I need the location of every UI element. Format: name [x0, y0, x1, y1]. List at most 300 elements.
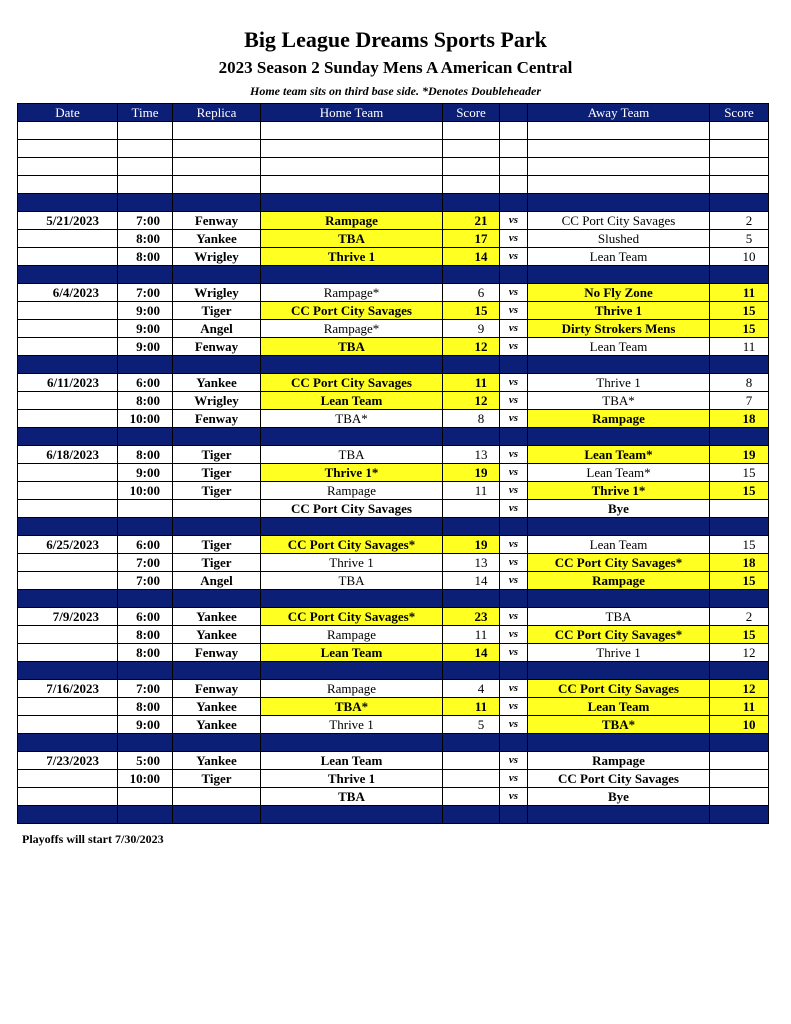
away-team: CC Port City Savages	[528, 770, 710, 788]
home-score: 13	[443, 446, 500, 464]
game-time: 10:00	[118, 770, 173, 788]
vs-label: vs	[500, 554, 528, 572]
away-team: Lean Team*	[528, 446, 710, 464]
vs-label: vs	[500, 464, 528, 482]
game-row	[18, 608, 769, 626]
vs-label: vs	[500, 284, 528, 302]
game-row	[18, 410, 769, 428]
game-date: 7/9/2023	[18, 608, 118, 626]
separator-cell	[528, 662, 710, 680]
separator-cell	[118, 356, 173, 374]
game-date: 5/21/2023	[18, 212, 118, 230]
game-row	[18, 392, 769, 410]
home-team: Rampage*	[261, 320, 443, 338]
separator-cell	[500, 518, 528, 536]
home-score: 5	[443, 716, 500, 734]
separator-cell	[18, 518, 118, 536]
game-row	[18, 554, 769, 572]
away-team: Thrive 1	[528, 302, 710, 320]
away-team: Thrive 1	[528, 374, 710, 392]
away-team: Slushed	[528, 230, 710, 248]
separator-cell	[500, 734, 528, 752]
home-score	[443, 788, 500, 806]
game-row	[18, 752, 769, 770]
game-time: 9:00	[118, 338, 173, 356]
blank-cell	[443, 158, 500, 176]
vs-label: vs	[500, 500, 528, 518]
blank-cell	[710, 122, 769, 140]
game-row	[18, 500, 769, 518]
separator-cell	[500, 356, 528, 374]
away-team: Thrive 1*	[528, 482, 710, 500]
week-separator-row	[18, 356, 769, 374]
game-time: 8:00	[118, 626, 173, 644]
away-score: 11	[710, 698, 769, 716]
page-note: Home team sits on third base side. *Denotes Doubleheader	[250, 84, 541, 98]
vs-label: vs	[500, 770, 528, 788]
separator-cell	[261, 194, 443, 212]
blank-cell	[118, 176, 173, 194]
game-date: 6/18/2023	[18, 446, 118, 464]
game-date	[18, 644, 118, 662]
field-replica: Fenway	[173, 212, 261, 230]
game-row	[18, 482, 769, 500]
field-replica	[173, 500, 261, 518]
game-row	[18, 698, 769, 716]
field-replica: Tiger	[173, 482, 261, 500]
away-score	[710, 788, 769, 806]
away-team: Lean Team*	[528, 464, 710, 482]
away-score	[710, 770, 769, 788]
separator-cell	[173, 518, 261, 536]
away-team: TBA*	[528, 392, 710, 410]
field-replica: Yankee	[173, 230, 261, 248]
week-separator-row	[18, 806, 769, 824]
separator-cell	[528, 428, 710, 446]
game-date: 6/11/2023	[18, 374, 118, 392]
away-score: 19	[710, 446, 769, 464]
away-score: 15	[710, 626, 769, 644]
separator-cell	[173, 734, 261, 752]
separator-cell	[118, 662, 173, 680]
blank-cell	[710, 176, 769, 194]
away-score: 15	[710, 482, 769, 500]
home-team: TBA	[261, 572, 443, 590]
blank-cell	[18, 176, 118, 194]
blank-cell	[18, 158, 118, 176]
separator-cell	[118, 518, 173, 536]
home-team: CC Port City Savages	[261, 500, 443, 518]
separator-cell	[173, 662, 261, 680]
separator-cell	[443, 734, 500, 752]
separator-cell	[443, 806, 500, 824]
header-vs	[500, 104, 528, 122]
game-row	[18, 302, 769, 320]
separator-cell	[500, 806, 528, 824]
game-date: 6/4/2023	[18, 284, 118, 302]
vs-label: vs	[500, 536, 528, 554]
away-team: Lean Team	[528, 698, 710, 716]
separator-cell	[118, 734, 173, 752]
week-separator-row	[18, 662, 769, 680]
home-score: 17	[443, 230, 500, 248]
home-team: Lean Team	[261, 752, 443, 770]
field-replica: Tiger	[173, 446, 261, 464]
vs-label: vs	[500, 320, 528, 338]
game-date	[18, 320, 118, 338]
separator-cell	[500, 590, 528, 608]
home-score: 14	[443, 572, 500, 590]
game-row	[18, 464, 769, 482]
away-team: TBA	[528, 608, 710, 626]
home-score: 14	[443, 248, 500, 266]
game-date	[18, 626, 118, 644]
away-score: 2	[710, 608, 769, 626]
game-row	[18, 788, 769, 806]
game-time: 6:00	[118, 608, 173, 626]
away-team: No Fly Zone	[528, 284, 710, 302]
home-team: TBA	[261, 338, 443, 356]
separator-cell	[261, 662, 443, 680]
separator-cell	[118, 194, 173, 212]
vs-label: vs	[500, 482, 528, 500]
home-team: TBA	[261, 446, 443, 464]
separator-cell	[173, 590, 261, 608]
vs-label: vs	[500, 212, 528, 230]
separator-cell	[261, 806, 443, 824]
header-home-team: Home Team	[261, 104, 443, 122]
separator-cell	[710, 266, 769, 284]
separator-cell	[500, 662, 528, 680]
game-time: 10:00	[118, 482, 173, 500]
blank-cell	[118, 122, 173, 140]
separator-cell	[528, 194, 710, 212]
home-team: Thrive 1	[261, 770, 443, 788]
separator-cell	[18, 806, 118, 824]
separator-cell	[173, 806, 261, 824]
vs-label: vs	[500, 410, 528, 428]
blank-cell	[500, 122, 528, 140]
blank-cell	[261, 140, 443, 158]
away-score: 12	[710, 644, 769, 662]
vs-label: vs	[500, 788, 528, 806]
home-team: Rampage	[261, 212, 443, 230]
game-date	[18, 482, 118, 500]
away-team: Bye	[528, 500, 710, 518]
separator-cell	[443, 428, 500, 446]
separator-cell	[261, 356, 443, 374]
game-time: 8:00	[118, 446, 173, 464]
separator-cell	[173, 356, 261, 374]
home-score: 15	[443, 302, 500, 320]
footer-note: Playoffs will start 7/30/2023	[22, 832, 164, 846]
separator-cell	[528, 806, 710, 824]
away-team: CC Port City Savages*	[528, 554, 710, 572]
game-time: 8:00	[118, 644, 173, 662]
game-row	[18, 716, 769, 734]
away-team: CC Port City Savages	[528, 212, 710, 230]
game-time: 6:00	[118, 536, 173, 554]
blank-cell	[443, 122, 500, 140]
separator-cell	[528, 266, 710, 284]
game-row	[18, 644, 769, 662]
field-replica: Angel	[173, 572, 261, 590]
separator-cell	[18, 590, 118, 608]
separator-cell	[18, 428, 118, 446]
game-row	[18, 572, 769, 590]
away-score: 15	[710, 572, 769, 590]
field-replica: Yankee	[173, 716, 261, 734]
game-time	[118, 788, 173, 806]
field-replica: Tiger	[173, 536, 261, 554]
away-team: TBA*	[528, 716, 710, 734]
away-score: 10	[710, 716, 769, 734]
game-date	[18, 230, 118, 248]
home-score: 12	[443, 338, 500, 356]
page-subtitle: 2023 Season 2 Sunday Mens A American Central	[218, 58, 573, 77]
separator-cell	[18, 356, 118, 374]
away-team: Bye	[528, 788, 710, 806]
home-team: CC Port City Savages*	[261, 536, 443, 554]
game-date	[18, 572, 118, 590]
field-replica: Fenway	[173, 680, 261, 698]
game-date	[18, 302, 118, 320]
field-replica: Tiger	[173, 302, 261, 320]
away-team: Rampage	[528, 572, 710, 590]
game-time: 9:00	[118, 302, 173, 320]
blank-cell	[710, 158, 769, 176]
game-time: 9:00	[118, 464, 173, 482]
blank-cell	[173, 158, 261, 176]
game-row	[18, 212, 769, 230]
game-date	[18, 392, 118, 410]
schedule-table	[17, 103, 769, 824]
game-date	[18, 716, 118, 734]
separator-cell	[261, 734, 443, 752]
separator-cell	[173, 266, 261, 284]
home-score: 4	[443, 680, 500, 698]
home-score: 13	[443, 554, 500, 572]
home-team: TBA*	[261, 698, 443, 716]
separator-cell	[710, 428, 769, 446]
home-score: 11	[443, 626, 500, 644]
game-date: 7/16/2023	[18, 680, 118, 698]
home-score: 21	[443, 212, 500, 230]
field-replica: Fenway	[173, 410, 261, 428]
separator-cell	[710, 194, 769, 212]
away-team: Lean Team	[528, 338, 710, 356]
home-team: Thrive 1	[261, 716, 443, 734]
game-time: 7:00	[118, 680, 173, 698]
header-away-score: Score	[710, 104, 769, 122]
field-replica: Yankee	[173, 626, 261, 644]
vs-label: vs	[500, 626, 528, 644]
game-date	[18, 554, 118, 572]
header-home-score: Score	[443, 104, 500, 122]
field-replica: Fenway	[173, 338, 261, 356]
home-team: TBA	[261, 230, 443, 248]
away-team: CC Port City Savages	[528, 680, 710, 698]
game-date	[18, 788, 118, 806]
game-row	[18, 338, 769, 356]
separator-cell	[261, 590, 443, 608]
blank-cell	[528, 176, 710, 194]
game-time: 6:00	[118, 374, 173, 392]
field-replica: Angel	[173, 320, 261, 338]
blank-row	[18, 140, 769, 158]
home-score	[443, 770, 500, 788]
away-score: 15	[710, 320, 769, 338]
blank-cell	[261, 158, 443, 176]
vs-label: vs	[500, 752, 528, 770]
home-score: 11	[443, 698, 500, 716]
blank-cell	[173, 122, 261, 140]
away-score: 18	[710, 410, 769, 428]
blank-cell	[500, 158, 528, 176]
separator-cell	[710, 590, 769, 608]
blank-cell	[173, 140, 261, 158]
home-team: TBA	[261, 788, 443, 806]
blank-row	[18, 122, 769, 140]
blank-cell	[18, 140, 118, 158]
game-date	[18, 410, 118, 428]
field-replica	[173, 788, 261, 806]
away-score: 5	[710, 230, 769, 248]
field-replica: Yankee	[173, 374, 261, 392]
home-team: CC Port City Savages*	[261, 608, 443, 626]
blank-cell	[500, 140, 528, 158]
game-date	[18, 248, 118, 266]
separator-cell	[710, 734, 769, 752]
vs-label: vs	[500, 698, 528, 716]
game-time: 7:00	[118, 284, 173, 302]
blank-cell	[261, 176, 443, 194]
home-team: Rampage	[261, 626, 443, 644]
away-team: CC Port City Savages*	[528, 626, 710, 644]
vs-label: vs	[500, 644, 528, 662]
separator-cell	[261, 518, 443, 536]
game-date	[18, 500, 118, 518]
separator-cell	[443, 518, 500, 536]
blank-cell	[173, 176, 261, 194]
away-team: Dirty Strokers Mens	[528, 320, 710, 338]
away-score: 18	[710, 554, 769, 572]
home-team: Lean Team	[261, 644, 443, 662]
home-score: 6	[443, 284, 500, 302]
separator-cell	[443, 662, 500, 680]
away-score: 7	[710, 392, 769, 410]
game-time: 7:00	[118, 554, 173, 572]
game-time: 7:00	[118, 212, 173, 230]
separator-cell	[528, 356, 710, 374]
game-date	[18, 770, 118, 788]
separator-cell	[528, 590, 710, 608]
vs-label: vs	[500, 608, 528, 626]
home-team: Rampage*	[261, 284, 443, 302]
game-date	[18, 338, 118, 356]
game-row	[18, 320, 769, 338]
blank-cell	[18, 122, 118, 140]
field-replica: Tiger	[173, 554, 261, 572]
away-score	[710, 752, 769, 770]
away-score: 15	[710, 302, 769, 320]
blank-cell	[710, 140, 769, 158]
home-score: 23	[443, 608, 500, 626]
header-time: Time	[118, 104, 173, 122]
game-time: 7:00	[118, 572, 173, 590]
home-team: TBA*	[261, 410, 443, 428]
field-replica: Wrigley	[173, 392, 261, 410]
game-time: 8:00	[118, 392, 173, 410]
blank-cell	[528, 140, 710, 158]
separator-cell	[528, 734, 710, 752]
separator-cell	[261, 266, 443, 284]
home-score: 14	[443, 644, 500, 662]
away-score: 10	[710, 248, 769, 266]
week-separator-row	[18, 734, 769, 752]
separator-cell	[173, 194, 261, 212]
home-team: CC Port City Savages	[261, 302, 443, 320]
field-replica: Yankee	[173, 752, 261, 770]
field-replica: Tiger	[173, 464, 261, 482]
separator-cell	[710, 806, 769, 824]
separator-cell	[118, 266, 173, 284]
field-replica: Wrigley	[173, 284, 261, 302]
blank-cell	[118, 158, 173, 176]
vs-label: vs	[500, 716, 528, 734]
home-team: Rampage	[261, 680, 443, 698]
schedule-body	[18, 122, 769, 824]
game-time: 8:00	[118, 248, 173, 266]
away-team: Thrive 1	[528, 644, 710, 662]
game-time: 5:00	[118, 752, 173, 770]
separator-cell	[443, 266, 500, 284]
game-date: 7/23/2023	[18, 752, 118, 770]
game-row	[18, 770, 769, 788]
separator-cell	[173, 428, 261, 446]
separator-cell	[443, 356, 500, 374]
header-date: Date	[18, 104, 118, 122]
away-team: Rampage	[528, 410, 710, 428]
home-score: 9	[443, 320, 500, 338]
field-replica: Yankee	[173, 608, 261, 626]
home-score: 11	[443, 374, 500, 392]
blank-cell	[528, 122, 710, 140]
blank-cell	[528, 158, 710, 176]
away-score: 8	[710, 374, 769, 392]
week-separator-row	[18, 266, 769, 284]
game-row	[18, 536, 769, 554]
away-team: Lean Team	[528, 248, 710, 266]
game-row	[18, 230, 769, 248]
separator-cell	[710, 518, 769, 536]
blank-cell	[261, 122, 443, 140]
separator-cell	[18, 266, 118, 284]
separator-cell	[118, 428, 173, 446]
game-row	[18, 626, 769, 644]
week-separator-row	[18, 518, 769, 536]
game-time: 10:00	[118, 410, 173, 428]
game-time: 9:00	[118, 716, 173, 734]
vs-label: vs	[500, 338, 528, 356]
game-time: 8:00	[118, 698, 173, 716]
separator-cell	[528, 518, 710, 536]
field-replica: Wrigley	[173, 248, 261, 266]
field-replica: Tiger	[173, 770, 261, 788]
separator-cell	[443, 194, 500, 212]
home-team: Rampage	[261, 482, 443, 500]
home-team: Thrive 1*	[261, 464, 443, 482]
